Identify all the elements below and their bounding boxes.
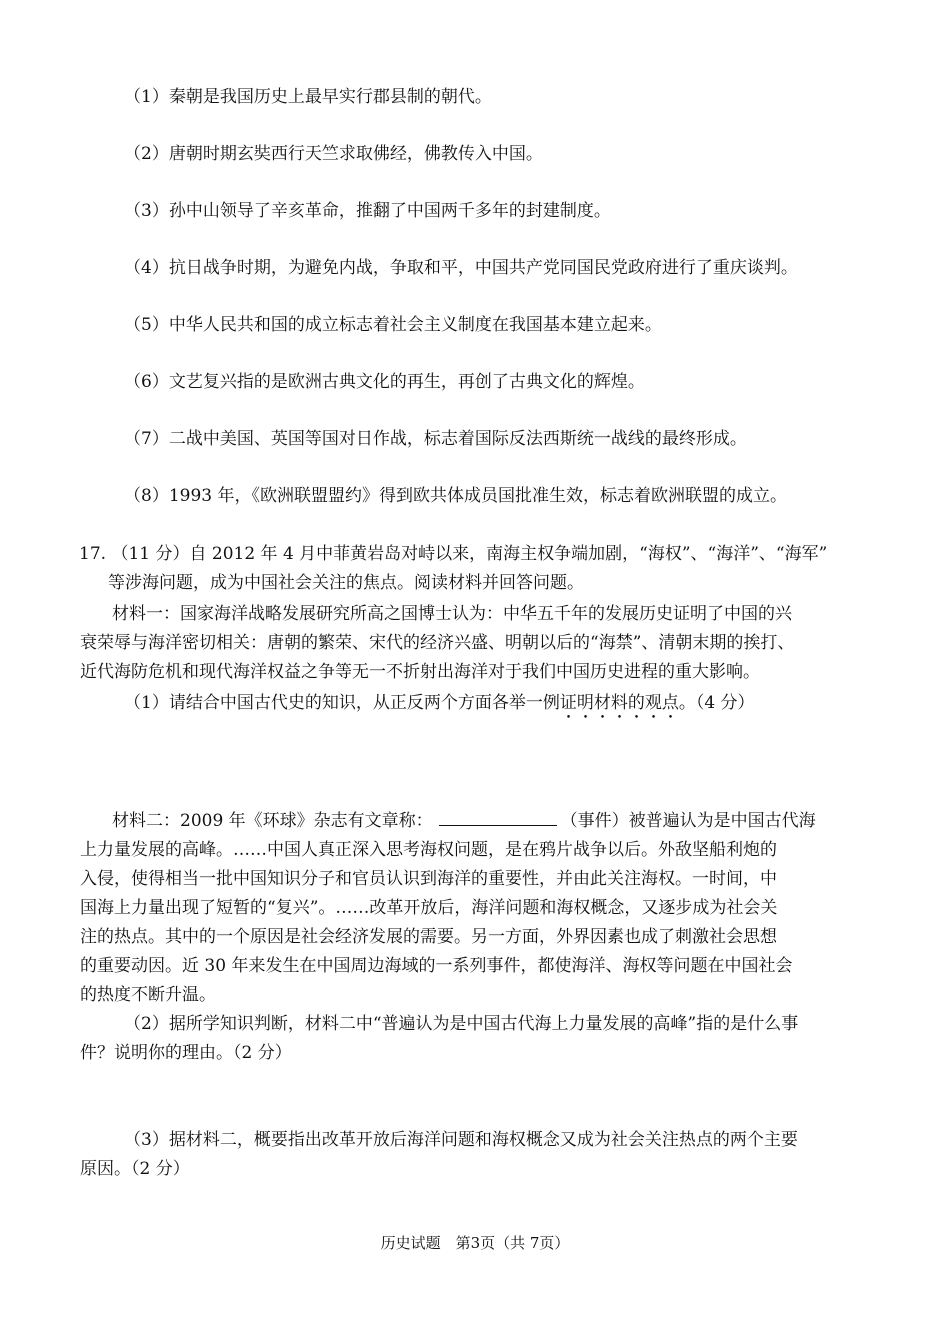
sub1-before: （1）请结合中国古代史的知识，从正反两个方面各举一例 <box>124 693 560 713</box>
statement-7: （7）二战中美国、英国等国对日作战，标志着国际反法西斯统一战线的最终形成。 <box>124 429 747 449</box>
material2-line1-after: （事件）被普遍认为是中国古代海 <box>560 811 816 831</box>
sub-question-2-line2: 件？说明你的理由。（2 分） <box>80 1043 292 1063</box>
material2-line3: 入侵，使得相当一批中国知识分子和官员认识到海洋的重要性，并由此关注海权。一时间，中 <box>80 869 777 889</box>
statement-2: （2）唐朝时期玄奘西行天竺求取佛经，佛教传入中国。 <box>124 144 543 164</box>
statement-8: （8）1993 年，《欧洲联盟盟约》得到欧共体成员国批准生效，标志着欧洲联盟的成立。 <box>124 486 787 506</box>
material1-line3: 近代海防危机和现代海洋权益之争等无一不折射出海洋对于我们中国历史进程的重大影响。 <box>80 662 760 682</box>
sub-question-1 <box>124 688 755 723</box>
material2-line4: 国海上力量出现了短暂的“复兴”。……改革开放后，海洋问题和海权概念，又逐步成为社会关 <box>80 898 778 918</box>
sub1-after: 。（4 分） <box>678 693 755 713</box>
statement-5: （5）中华人民共和国的成立标志着社会主义制度在我国基本建立起来。 <box>124 315 662 335</box>
statement-4: （4）抗日战争时期，为避免内战，争取和平，中国共产党同国民党政府进行了重庆谈判。 <box>124 258 798 278</box>
answer-blank[interactable] <box>439 809 557 826</box>
material1-line2: 衰荣辱与海洋密切相关：唐朝的繁荣、宋代的经济兴盛、明朝以后的“海禁”、清朝末期的挨打、 <box>80 633 795 653</box>
q17-intro-line1: 17. （11 分）自 2012 年 4 月中菲黄岩岛对峙以来，南海主权争端加剧，“海权”、“海洋”、“海军” <box>79 544 828 564</box>
material2-line7: 的热度不断升温。 <box>80 985 216 1005</box>
material2-line6: 的重要动因。近 30 年来发生在中国周边海域的一系列事件，都使海洋、海权等问题在中国社会 <box>80 956 793 976</box>
material2-line5: 注的热点。其中的一个原因是社会经济发展的需要。另一方面，外界因素也成了刺激社会思想 <box>80 927 777 947</box>
material2-line2: 上力量发展的高峰。……中国人真正深入思考海权问题，是在鸦片战争以后。外敌坚船利炮的 <box>80 840 777 860</box>
page-footer: 历史试题 第3页（共 7页） <box>380 1234 570 1252</box>
sub-question-3-line1: （3）据材料二，概要指出改革开放后海洋问题和海权概念又成为社会关注热点的两个主要 <box>124 1130 798 1150</box>
statement-1: （1）秦朝是我国历史上最早实行郡县制的朝代。 <box>124 87 492 107</box>
sub-question-2-line1: （2）据所学知识判断，材料二中“普遍认为是中国古代海上力量发展的高峰”指的是什么事 <box>124 1014 799 1034</box>
sub1-emphasis: 证明材料的观点 <box>559 693 679 713</box>
statement-3: （3）孙中山领导了辛亥革命，推翻了中国两千多年的封建制度。 <box>124 201 611 221</box>
sub-question-3-line2: 原因。（2 分） <box>80 1159 190 1179</box>
statement-6: （6）文艺复兴指的是欧洲古典文化的再生，再创了古典文化的辉煌。 <box>124 372 645 392</box>
material2-line1-before: 材料二：2009 年《环球》杂志有文章称： <box>112 811 433 831</box>
material2-line1 <box>112 806 816 831</box>
q17-intro-line2: 等涉海问题，成为中国社会关注的焦点。阅读材料并回答问题。 <box>108 573 584 593</box>
material1-line1: 材料一：国家海洋战略发展研究所高之国博士认为：中华五千年的发展历史证明了中国的兴 <box>112 604 792 624</box>
